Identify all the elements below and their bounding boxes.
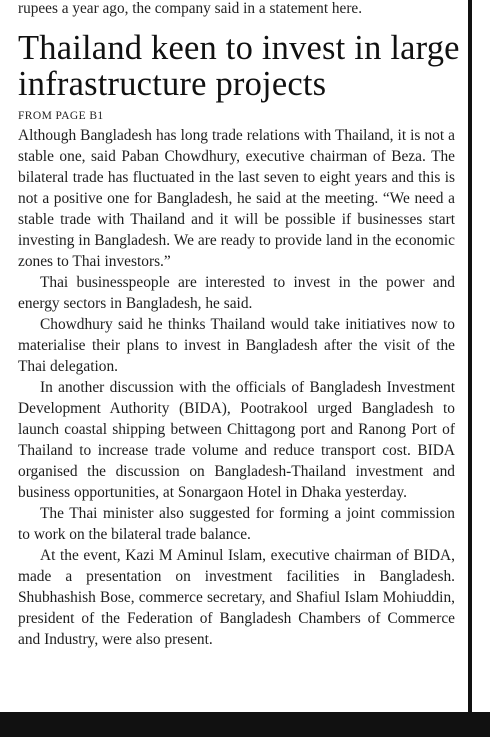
paragraph: Although Bangladesh has long trade relations with Thailand, it is not a stable one, said Paban Chowdhury, executive chairman of Beza. The bilateral trade has fluctuated in the last seven to eight years and this is not a positive one for Bangladesh, he said at the meeting. “We need a stable trade with Thailand and it will be possible if businesses start investing in Bangladesh. We are ready to provide land in the economic zones to Thai investors.” <box>18 127 455 270</box>
scan-bottom-edge <box>0 712 490 737</box>
paragraph: In another discussion with the officials of Bangladesh Investment Development Authority (BIDA), Pootrakool urged Bangladesh to launch coastal shipping between Chittagong port and Ranong Port of Thailand to increase trade volume and reduce transport cost. BIDA organised the discussion on Bangladesh-Thailand investment and business opportunities, at Sonargaon Hotel in Dhaka yesterday. <box>18 379 455 501</box>
article-body <box>18 125 455 650</box>
paragraph: Thai businesspeople are interested to invest in the power and energy sectors in Bangladesh, he said. <box>18 274 455 312</box>
page-edge-rule <box>468 0 472 712</box>
paragraph: At the event, Kazi M Aminul Islam, executive chairman of BIDA, made a presentation on investment facilities in Bangladesh. Shubhashish Bose, commerce secretary, and Shafiul Islam Mohiuddin, president of the Federation of Bangladesh Chambers of Commerce and Industry, were also present. <box>18 547 455 648</box>
article-headline: Thailand keen to invest in large infrastructure projects <box>18 29 460 103</box>
paragraph: Chowdhury said he thinks Thailand would take initiatives now to materialise their plans to invest in Bangladesh after the visit of the Thai delegation. <box>18 316 455 375</box>
continued-from-label: FROM PAGE B1 <box>18 110 104 122</box>
previous-article-tail: rupees a year ago, the company said in a statement here. <box>18 0 363 17</box>
paragraph: The Thai minister also suggested for forming a joint commission to work on the bilateral trade balance. <box>18 505 455 543</box>
